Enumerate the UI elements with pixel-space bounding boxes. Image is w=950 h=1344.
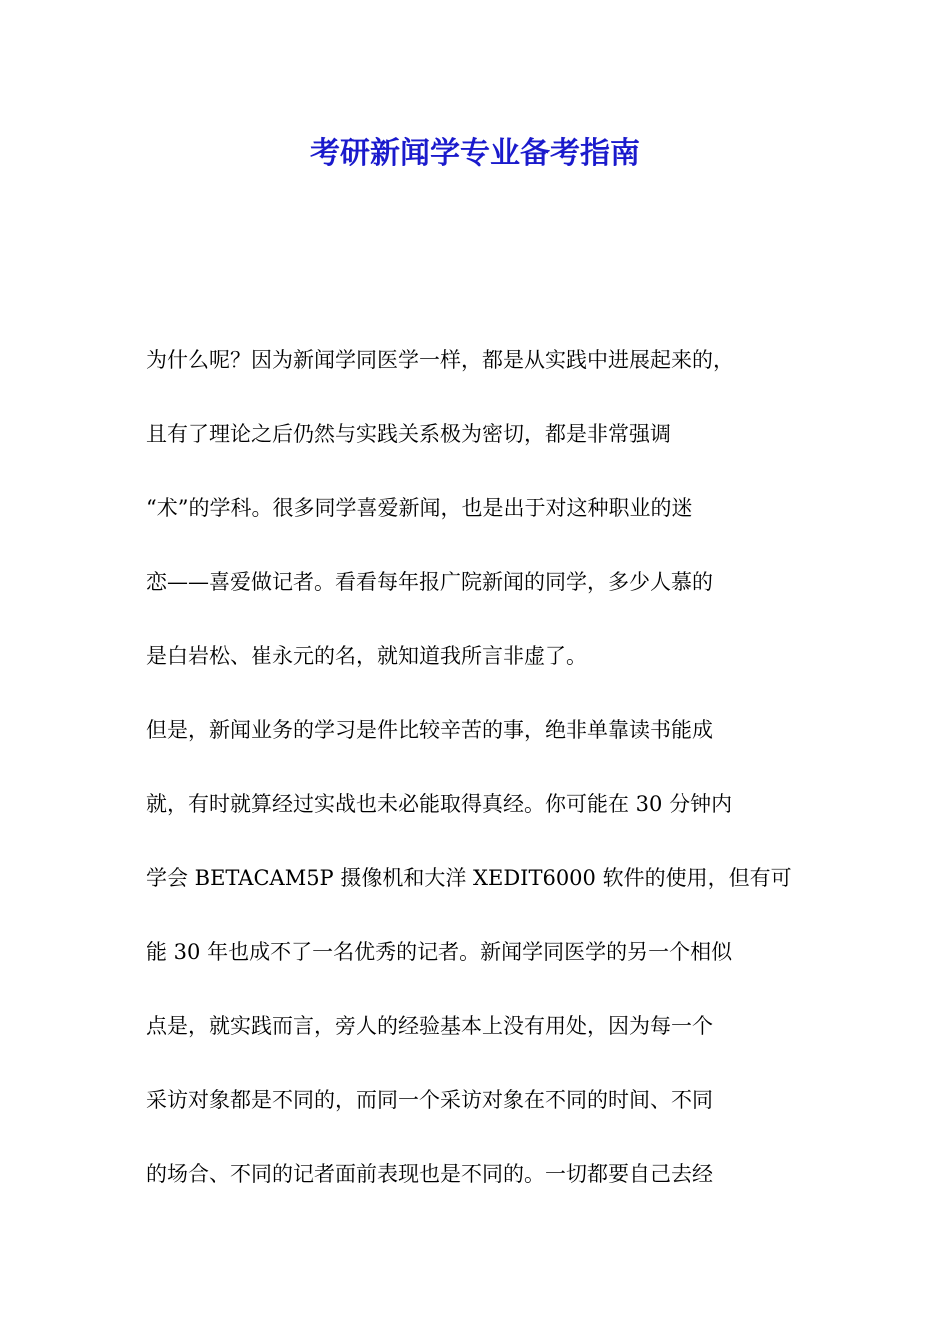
body-line-2: 且有了理论之后仍然与实践关系极为密切，都是非常强调 [146,422,671,446]
document-title: 考研新闻学专业备考指南 [310,136,640,171]
body-line-11: 采访对象都是不同的，而同一个采访对象在不同的时间、不同 [146,1088,713,1112]
body-line-1: 为什么呢？因为新闻学同医学一样，都是从实践中进展起来的， [146,348,734,372]
body-line-4: 恋——喜爱做记者。看看每年报广院新闻的同学，多少人慕的 [146,570,713,594]
body-line-8: 学会 BETACAM5P 摄像机和大洋 XEDIT6000 软件的使用，但有可 [146,866,792,890]
document-body [146,340,836,1228]
body-line-10: 点是，就实践而言，旁人的经验基本上没有用处，因为每一个 [146,1014,713,1038]
body-line-3: “术”的学科。很多同学喜爱新闻，也是出于对这种职业的迷 [146,496,693,520]
body-line-5: 是白岩松、崔永元的名，就知道我所言非虚了。 [146,644,587,668]
body-line-9: 能 30 年也成不了一名优秀的记者。新闻学同医学的另一个相似 [146,940,733,964]
body-line-12: 的场合、不同的记者面前表现也是不同的。一切都要自己去经 [146,1162,713,1186]
body-line-7: 就，有时就算经过实战也未必能取得真经。你可能在 30 分钟内 [146,792,733,816]
body-line-6: 但是，新闻业务的学习是件比较辛苦的事，绝非单靠读书能成 [146,718,713,742]
